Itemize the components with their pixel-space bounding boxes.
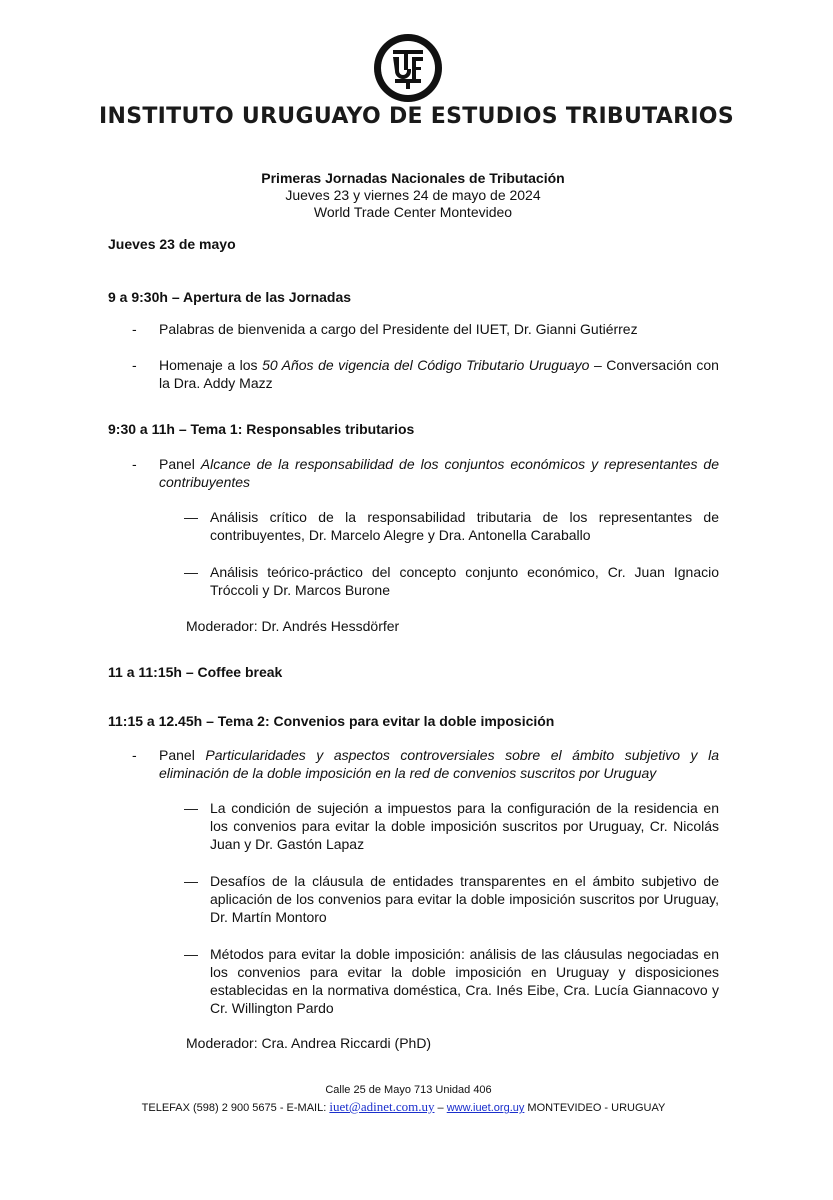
sub-bullet: — xyxy=(184,564,196,580)
sub-bullet: — xyxy=(184,509,196,525)
bullet-dash: - xyxy=(132,747,137,763)
bullet-dash: - xyxy=(132,456,137,472)
bullet-dash: - xyxy=(132,357,137,373)
item-text: Homenaje a los xyxy=(159,357,263,373)
day-heading: Jueves 23 de mayo xyxy=(108,236,236,252)
agenda-item-homenaje xyxy=(159,356,719,392)
sub-bullet: — xyxy=(184,873,196,889)
subitem-metodos: Métodos para evitar la doble imposición: análisis de las cláusulas negociadas en los convenios para evitar la doble imposición en Uruguay y disposiciones establecidas en la normativa doméstica, Cra. Inés Eibe, Cra. Lucía Giannacovo y Cr. Willington Pardo xyxy=(210,946,719,1016)
section-heading-apertura: 9 a 9:30h – Apertura de las Jornadas xyxy=(108,289,352,305)
subitem-residencia: La condición de sujeción a impuestos para la configuración de la residencia en los convenios para evitar la doble imposición suscritos por Uruguay, Cr. Nicolás Juan y Dr. Gastón Lapaz xyxy=(210,800,719,852)
event-title: Primeras Jornadas Nacionales de Tributación xyxy=(261,170,565,186)
panel-tema2 xyxy=(159,746,719,782)
event-venue: World Trade Center Montevideo xyxy=(313,204,513,220)
section-heading-tema2: 11:15 a 12.45h – Tema 2: Convenios para evitar la doble imposición xyxy=(108,713,555,729)
agenda-item-bienvenida: Palabras de bienvenida a cargo del Presidente del IUET, Dr. Gianni Gutiérrez xyxy=(159,321,638,337)
subitem-conjunto-economico: Análisis teórico-práctico del concepto conjunto económico, Cr. Juan Ignacio Tróccoli y Dr. Marcos Burone xyxy=(210,564,719,598)
panel-tema1 xyxy=(159,455,719,491)
footer-city: MONTEVIDEO - URUGUAY xyxy=(524,1102,666,1114)
panel-title: Particularidades y aspectos controversiales sobre el ámbito subjetivo y la eliminación de la doble imposición en la red de convenios suscritos por Uruguay xyxy=(159,747,719,781)
panel-label: Panel xyxy=(159,747,206,763)
subitem-representantes: Análisis crítico de la responsabilidad tributaria de los representantes de contribuyentes, Dr. Marcelo Alegre y Dra. Antonella Caraballo xyxy=(210,509,719,543)
section-heading-tema1: 9:30 a 11h – Tema 1: Responsables tributarios xyxy=(108,421,415,437)
footer-contact xyxy=(0,1099,833,1115)
sub-bullet: — xyxy=(184,946,196,962)
iuet-logo xyxy=(373,33,443,103)
email-link[interactable]: iuet@adinet.com.uy xyxy=(329,1099,435,1114)
subitem-entidades-transparentes: Desafíos de la cláusula de entidades transparentes en el ámbito subjetivo de aplicación de los convenios para evitar la doble imposición suscritos por Uruguay, Dr. Martín Montoro xyxy=(210,873,719,925)
institute-name: INSTITUTO URUGUAYO DE ESTUDIOS TRIBUTARIOS xyxy=(99,104,734,129)
website-link[interactable]: www.iuet.org.uy xyxy=(446,1102,525,1114)
footer-separator: – xyxy=(434,1102,447,1114)
moderator-tema2: Moderador: Cra. Andrea Riccardi (PhD) xyxy=(186,1035,432,1051)
section-heading-coffee-break: 11 a 11:15h – Coffee break xyxy=(108,664,283,680)
panel-title: Alcance de la responsabilidad de los conjuntos económicos y representantes de contribuyentes xyxy=(159,456,719,490)
event-header xyxy=(0,170,826,221)
bullet-dash: - xyxy=(132,321,137,337)
sub-bullet: — xyxy=(184,800,196,816)
item-text: – Conversación con la Dra. Addy Mazz xyxy=(159,357,719,391)
item-italic-text: 50 Años de vigencia del Código Tributario Uruguayo xyxy=(262,357,590,373)
footer-telefax: TELEFAX (598) 2 900 5675 - E-MAIL: xyxy=(141,1102,330,1114)
moderator-tema1: Moderador: Dr. Andrés Hessdörfer xyxy=(186,618,400,634)
footer-address: Calle 25 de Mayo 713 Unidad 406 xyxy=(325,1084,492,1096)
event-dates: Jueves 23 y viernes 24 de mayo de 2024 xyxy=(285,187,541,203)
panel-label: Panel xyxy=(159,456,201,472)
